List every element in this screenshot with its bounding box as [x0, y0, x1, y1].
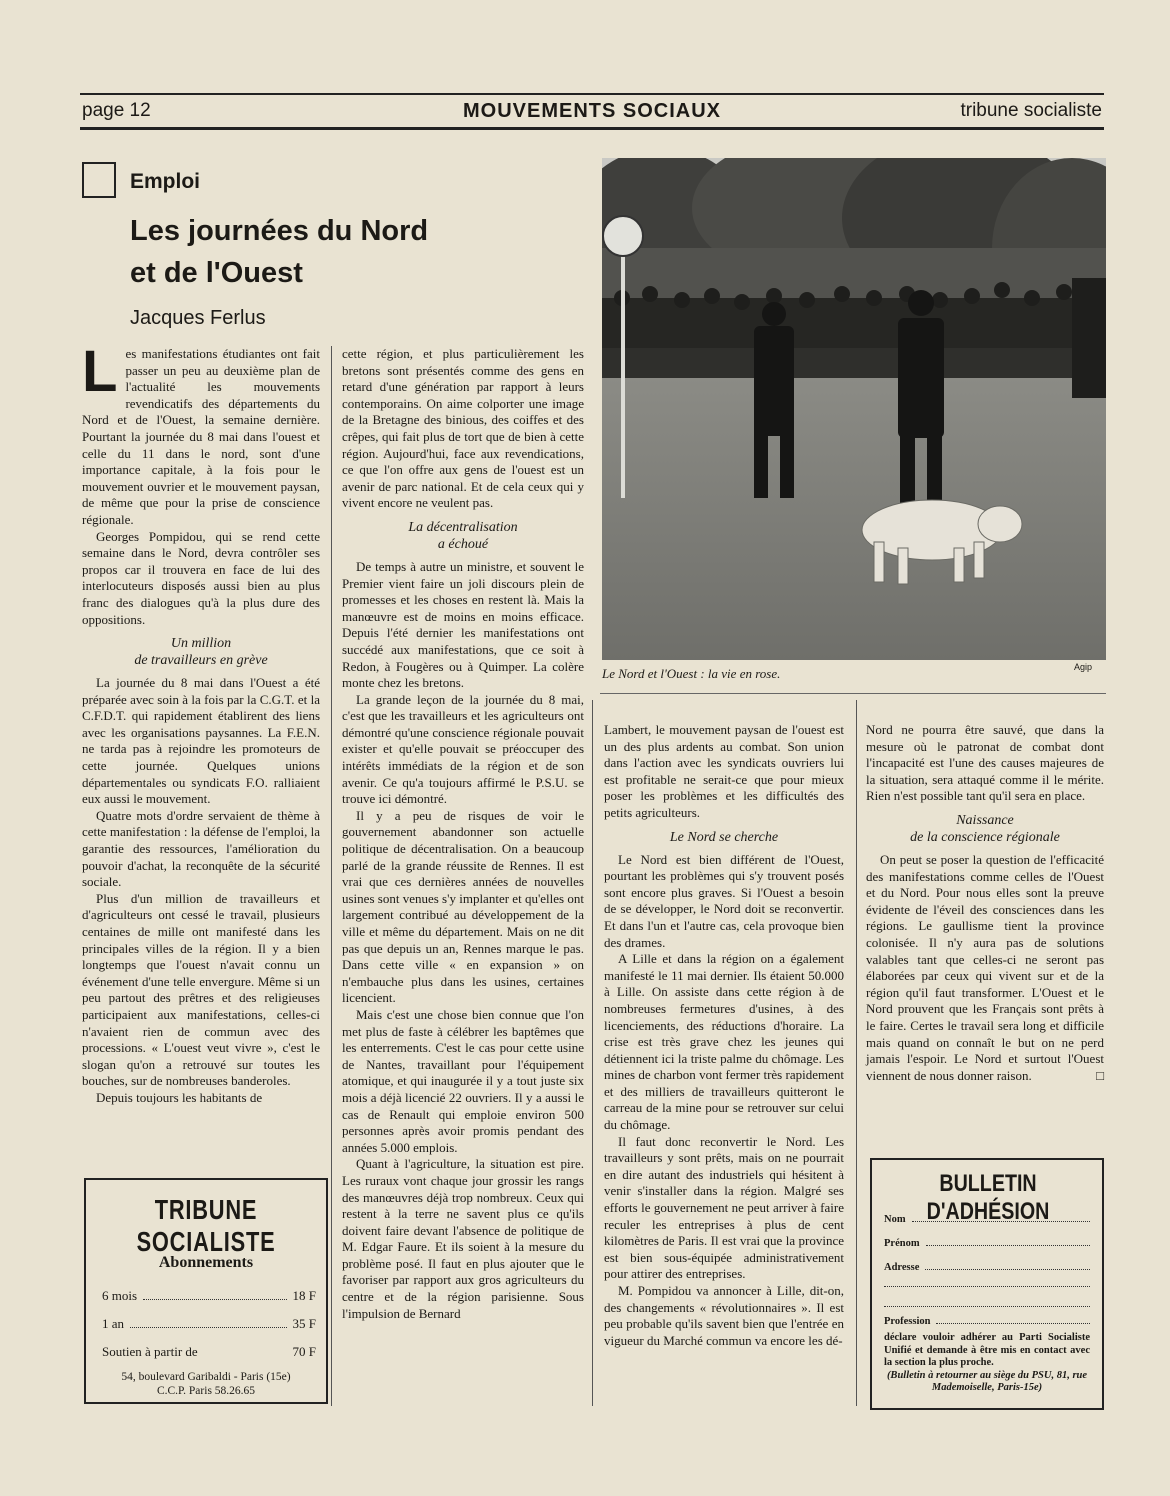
paragraph: Il y a peu de risques de voir le gouvernement abandonner son actuelle politique de décentralisation. On a beaucoup parlé de la grande réussite de Rennes. Il est vrai que ces dernières années de nouvelles usines sont venues s'y implanter et qu'elles ont largement contribué au développement de la ville et même du département. Mais on ne dit pas que depuis un an, Rennes marque le pas. Dans cette ville « en expansion » on n'embauche plus dans les usines, certaines licencient. [342, 807, 584, 1006]
declaration-text: déclare vouloir adhérer au Parti Socialiste Unifié et demande à être mis en contact avec la section la plus proche. [884, 1332, 1090, 1369]
paragraph: La journée du 8 mai dans l'Ouest a été préparée avec soin à la fois par la C.G.T. et la C.F.D.T. qui rapidement établirent des liens avec les organisations paysannes. La F.E.N. ne tarda pas à rejoindre les promoteurs de cette journée. Quelques unions départementales ou syndicats F.O. ralliaient eux aussi le mouvement. [82, 675, 320, 807]
text-column-3 [604, 722, 844, 1349]
article-kicker: Emploi [130, 170, 201, 193]
title-line-1: Les journées du Nord [130, 215, 429, 247]
text-column-4 [866, 722, 1104, 1084]
row-price: 70 F [292, 1344, 316, 1359]
form-field-profession[interactable] [884, 1316, 1090, 1327]
subscription-row [102, 1316, 316, 1332]
subheading-line: de travailleurs en grève [134, 653, 268, 669]
paragraph: Depuis toujours les habitants de [96, 1089, 263, 1105]
crowd-photo-illustration [602, 158, 1106, 660]
photo-caption: Le Nord et l'Ouest : la vie en rose. [602, 666, 781, 681]
dot-leader [204, 1344, 287, 1356]
row-label: 6 mois [102, 1288, 138, 1303]
paragraph: M. Pompidou va annoncer à Lille, dit-on, des changements « révolutionnaires ». Il est peu probable qu'ils savent bien que l'entrée en vigueur du Marché commun va encore les dé- [604, 1283, 844, 1348]
address-line: C.C.P. Paris 58.26.65 [156, 1385, 256, 1397]
paragraph: Il faut donc reconvertir le Nord. Les travailleurs y sont prêts, mais on ne pourrait en dire autant des industriels qui hésitent à venir s'installer dans la région. Malgré ses efforts le gouvernement ne peut arriver à faire reculer les entreprises à plus de cent kilomètres de Paris. Il est vrai que la province est bien sous-équipée administrativement pour attirer des entreprises. [604, 1133, 844, 1282]
paragraph: La grande leçon de la journée du 8 mai, c'est que les travailleurs et les agriculteurs ont démontré qu'une conscience régionale pouvait exister et qu'elle pouvait se préoccuper des intérêts immédiats de la région et de son avenir. Ce qu'a toujours affirmé le P.S.U. se trouve ici démontré. [342, 691, 584, 807]
subheading: Le Nord se cherche [669, 829, 779, 845]
row-price: 35 F [292, 1316, 316, 1331]
membership-form-box [870, 1158, 1104, 1410]
paragraph-text: On peut se poser la question de l'efficacité des manifestations comme celles de l'Ouest et du Nord. Pour nous elles sont la preuve évidente de l'éveil des consciences dans les régions. Le gaullisme tient la province colonisée. Il n'y aura pas de solutions valables tant que celles-ci ne seront pas élaborées par ceux qui vivent sur et de la région qu'il faut transformer. L'Ouest et le Nord prouvent que les Français sont prêts à le faire. Certes le travail sera long et difficile mais quand on connaît le but on ne perd jamais l'espoir. Le Nord et surtout l'Ouest viennent de nous donner raison. [866, 851, 1104, 1083]
paragraph: es manifestations étudiantes ont fait passer un peu au deuxième plan de l'actualité les mouvements revendicatifs des départements du Nord et de l'Ouest, la semaine dernière. Pourtant la journée du 8 mai dans l'ouest et celle du 11 dans le nord, sont d'une importance capitale, à la fois pour le mouvement ouvrier et le mouvement paysan, de même que pour la prise de conscience régionale. [82, 346, 320, 527]
column-rule [856, 700, 857, 1406]
drop-cap: L [82, 339, 118, 404]
row-label: 1 an [102, 1316, 125, 1331]
title-line-2: et de l'Ouest [130, 257, 303, 289]
field-label: Adresse [884, 1262, 920, 1273]
subscription-subtitle: Abonnements [158, 1254, 254, 1271]
subheading [342, 519, 584, 553]
subscription-box [84, 1178, 328, 1404]
field-line[interactable] [925, 1262, 1090, 1270]
publication-name: tribune socialiste [960, 100, 1102, 121]
header-rule-bottom [80, 127, 1104, 130]
address-line: 54, boulevard Garibaldi - Paris (15e) [121, 1371, 291, 1383]
form-field-nom[interactable] [884, 1214, 1090, 1225]
paragraph: A Lille et dans la région on a également manifesté le 11 mai dernier. Ils étaient 50.000 à Lille. On assiste dans cette région à de nombreuses fermetures d'usines, à des licenciements, des réductions d'horaire. La crise est très grave chez les jeunes qui détiennent ici la triste palme du chômage. Les mines de charbon vont fermer très rapidement et des milliers de travailleurs quitteront le carreau de la mine pour se retrouver sur celui du chômage. [604, 951, 844, 1133]
form-declaration [884, 1332, 1090, 1395]
field-line[interactable] [912, 1214, 1090, 1222]
page-number: page 12 [82, 100, 151, 121]
paragraph: Mais c'est une chose bien connue que l'on met plus de faste à célébrer les baptêmes que les enterrements. C'est le cas pour cette usine de Nantes, travaillant pour l'équipement atomique, et qui inaugurée il y a tout juste six mois a déjà licencié 22 ouvriers. Il y a aussi le cas de Renault qui emploie environ 500 personnes après avoir promis pendant des années 5.000 emplois. [342, 1006, 584, 1155]
paragraph: Georges Pompidou, qui se rend cette semaine dans le Nord, devra contrôler ses propos car il trouvera en face de lui des interlocuteurs disposés aussi bien au plus franc des dialogues qu'à la plus dure des oppositions. [82, 528, 320, 627]
form-blank-line[interactable] [884, 1286, 1090, 1287]
subscription-row [102, 1288, 316, 1304]
field-line[interactable] [926, 1238, 1090, 1246]
column-rule [331, 346, 332, 1406]
article-byline: Jacques Ferlus [130, 307, 266, 329]
end-mark-icon: □ [1096, 1067, 1104, 1083]
subheading-line: de la conscience régionale [910, 829, 1060, 845]
dot-leader [143, 1288, 286, 1300]
photo-credit: Agip [1074, 662, 1093, 672]
field-line[interactable] [936, 1316, 1090, 1324]
return-note: (Bulletin à retourner au siège du PSU, 81, rue Mademoiselle, Paris-15e) [886, 1369, 1088, 1394]
subscription-address [92, 1370, 320, 1398]
paragraph: Lambert, le mouvement paysan de l'ouest est un des plus ardents au combat. Son union dans l'action avec les syndicats ouvriers lui est profitable ne serait-ce que pour mieux poser les problèmes et les difficultés des petits agriculteurs. [604, 722, 844, 820]
news-photo [602, 158, 1106, 660]
paragraph: Quant à l'agriculture, la situation est pire. Les ruraux vont chaque jour grossir les rangs des manœuvres déjà trop nombreux. Ceux qui restent à la terre ne savent plus ce qu'ils doivent faire devant l'absence de politique de M. Edgar Faure. Et ils soient à la mesure du problème posé. Il faut en plus ajouter que le favoriser par rapport aux gros agriculteurs du centre et de la région parisienne. Sous l'impulsion de Bernard [342, 1156, 584, 1321]
dot-leader [130, 1316, 286, 1328]
subheading-line: a échoué [437, 536, 489, 552]
subheading [866, 812, 1104, 846]
paragraph: Quatre mots d'ordre servaient de thème à cette manifestation : la défense de l'emploi, la garantie des ressources, l'amélioration du pouvoir d'achat, la reconquête de la sécurité sociale. [82, 807, 320, 890]
paragraph: Nord ne pourra être sauvé, que dans la mesure où le patronat de combat dont l'incapacité est l'une des causes majeures de la situation, sera attaqué comme il le mérite. Rien n'est possible tant qu'il sera en place. [866, 722, 1104, 804]
paragraph: Plus d'un million de travailleurs et d'agriculteurs ont cessé le travail, plusieurs centaines de mille ont manifesté dans les principales villes de la région. Il y a bien longtemps que l'ouest n'avait connu un événement d'une telle envergure. Même si un peu partout des prêtres et des religieuses participaient aux manifestations, celles-ci n'avaient rien de commun avec des processions. « L'ouest veut vivre », c'est le slogan qu'on a retrouvé sur toutes les bouches, sur de nombreuses banderoles. [82, 890, 320, 1089]
field-label: Profession [884, 1316, 931, 1327]
row-price: 18 F [292, 1288, 316, 1303]
page-header [80, 96, 1104, 130]
field-label: Nom [884, 1214, 906, 1225]
subheading-line: La décentralisation [408, 519, 518, 535]
field-label: Prénom [884, 1238, 920, 1249]
subheading-line: Naissance [956, 812, 1014, 828]
subscription-row [102, 1344, 316, 1360]
subscription-title: TRIBUNE SOCIALISTE [136, 1194, 276, 1257]
kicker-square-icon [82, 162, 116, 198]
subheading-line: Un million [170, 636, 232, 652]
paragraph [866, 852, 1104, 1084]
paragraph: Le Nord est bien différent de l'Ouest, pourtant les problèmes qui s'y trouvent posés sont encore plus graves. Si l'Ouest a besoin de se développer, le Nord doit se reconvertir. Et dans l'un et l'autre cas, cela provoque bien des drames. [604, 851, 844, 950]
form-field-prenom[interactable] [884, 1238, 1090, 1249]
section-title: MOUVEMENTS SOCIAUX [462, 100, 722, 122]
article-title [130, 210, 570, 294]
header-rule-top [80, 93, 1104, 95]
form-blank-line[interactable] [884, 1306, 1090, 1307]
photo-rule [600, 693, 1106, 694]
paragraph: De temps à autre un ministre, et souvent le Premier vient faire un joli discours plein de promesses et les choses en restent là. Mais la manœuvre est de moins en moins efficace. Depuis l'été dernier les manifestations ont succédé aux manifestations, que ce soit à Redon, à Fougères ou à Quimper. La colère monte chez les bretons. [342, 558, 584, 691]
text-column-2 [342, 346, 584, 1322]
form-field-adresse[interactable] [884, 1262, 1090, 1273]
row-label: Soutien à partir de [102, 1344, 198, 1359]
text-column-1 [82, 339, 320, 1107]
subheading [82, 635, 320, 669]
paragraph: cette région, et plus particulièrement les bretons sont présentés comme des gens en retard d'une génération par rapport à leurs contemporains. On aime colporter une image de la Bretagne des binious, des coiffes et des crêpes, qui fait plus de tort que de bien à cette région. Aujourd'hui, face aux revendications, ce que l'on offre aux gens de l'ouest est un avenir de parc national. Et de cela ceux qui y vivent encore ne veulent pas. [342, 346, 584, 511]
column-rule [592, 700, 593, 1406]
form-title: BULLETIN D'ADHÉSION [926, 1170, 1050, 1225]
